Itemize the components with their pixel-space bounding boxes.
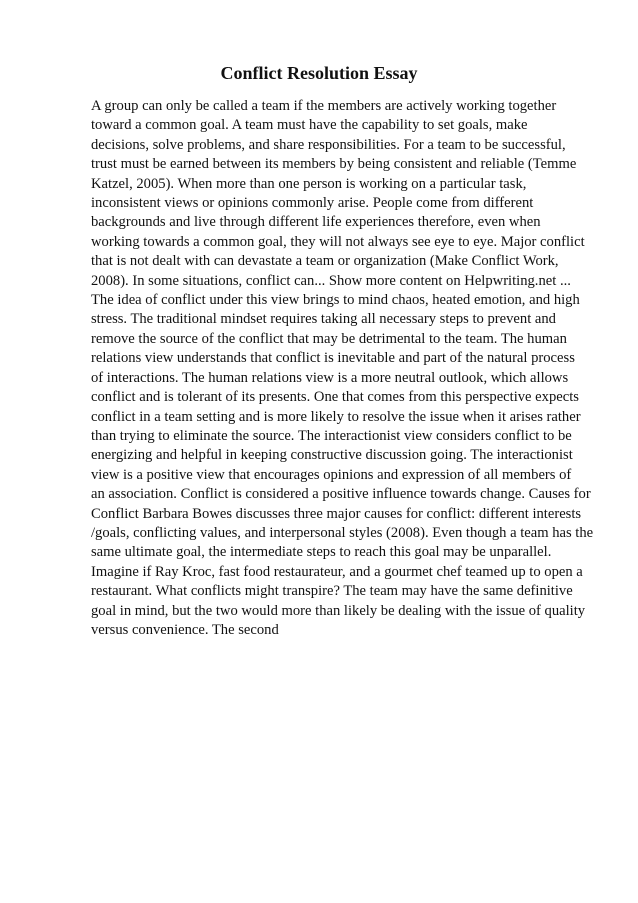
text-line: Katzel, 2005). When more than one person is working on a particular task, bbox=[91, 175, 527, 192]
document-title: Conflict Resolution Essay bbox=[220, 63, 418, 83]
text-line: versus convenience. The second bbox=[91, 621, 279, 638]
text-line: stress. The traditional mindset requires taking all necessary steps to prevent and bbox=[91, 311, 556, 328]
text-line: conflict in a team setting and is more likely to resolve the issue when it arises rather bbox=[91, 408, 581, 425]
text-line: of interactions. The human relations view is a more neutral outlook, which allows bbox=[91, 369, 569, 386]
text-line: than trying to eliminate the source. The interactionist view considers conflict to be bbox=[91, 427, 572, 444]
essay-body bbox=[91, 97, 611, 640]
text-line: decisions, solve problems, and share responsibilities. For a team to be successful, bbox=[91, 136, 566, 153]
text-line: toward a common goal. A team must have the capability to set goals, make bbox=[91, 117, 528, 134]
text-line: energizing and helpful in keeping constructive discussion going. The interactionist bbox=[91, 447, 573, 464]
text-line: remove the source of the conflict that may be detrimental to the team. The human bbox=[91, 330, 567, 347]
text-line: Imagine if Ray Kroc, fast food restaurateur, and a gourmet chef teamed up to open a bbox=[91, 563, 583, 580]
text-line: /goals, conflicting values, and interpersonal styles (2008). Even though a team has the bbox=[91, 524, 594, 541]
text-line: restaurant. What conflicts might transpire? The team may have the same definitive bbox=[91, 583, 573, 600]
text-line: goal in mind, but the two would more than likely be dealing with the issue of quality bbox=[91, 602, 586, 619]
text-line: an association. Conflict is considered a positive influence towards change. Causes for bbox=[91, 486, 591, 503]
text-line: view is a positive view that encourages opinions and expression of all members of bbox=[91, 466, 572, 483]
text-line: The idea of conflict under this view brings to mind chaos, heated emotion, and high bbox=[91, 292, 580, 309]
text-line: trust must be earned between its members by being consistent and reliable (Temme bbox=[91, 156, 577, 173]
text-line: Conflict Barbara Bowes discusses three major causes for conflict: different interests bbox=[91, 505, 582, 522]
text-line: that is not dealt with can devastate a team or organization (Make Conflict Work, bbox=[91, 253, 559, 270]
text-line: backgrounds and live through different life experiences therefore, even when bbox=[91, 214, 541, 231]
text-line: A group can only be called a team if the members are actively working together bbox=[91, 98, 557, 114]
text-line: relations view understands that conflict is inevitable and part of the natural process bbox=[91, 350, 575, 367]
text-line: inconsistent views or opinions commonly arise. People come from different bbox=[91, 195, 534, 212]
text-line: 2008). In some situations, conflict can... Show more content on Helpwriting.net ... bbox=[91, 272, 571, 289]
text-line: working towards a common goal, they will not always see eye to eye. Major conflict bbox=[91, 233, 585, 250]
text-line: same ultimate goal, the intermediate steps to reach this goal may be unparallel. bbox=[91, 544, 552, 561]
text-line: conflict and is tolerant of its presents. One that comes from this perspective expects bbox=[91, 389, 579, 406]
